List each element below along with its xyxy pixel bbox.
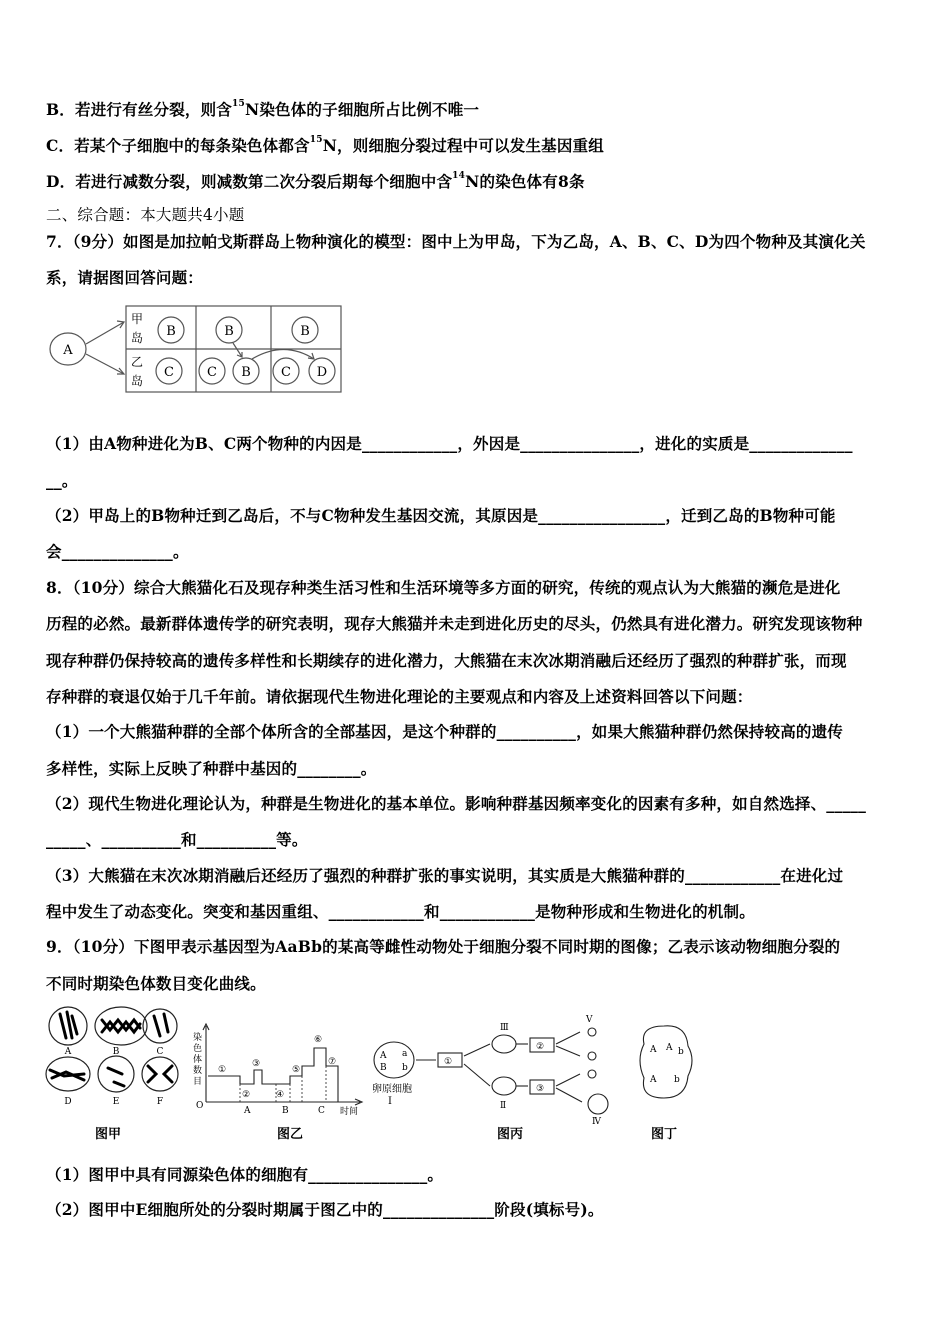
yi-seg-4: ④ [276, 1090, 285, 1100]
island-yi-1: 乙 [131, 355, 144, 369]
caption-yi: 图乙 [276, 1127, 304, 1142]
yi-seg-6: ⑥ [314, 1035, 323, 1045]
cell-label-f: F [156, 1097, 164, 1107]
bing-step-1: ① [444, 1057, 453, 1067]
q8-stem-1: 8．（10分）综合大熊猫化石及现存种类生活习性和生活环境等多方面的研究，传统的观点认为大熊猫的濒危是进化 [46, 578, 841, 597]
species-a: A [63, 343, 73, 358]
q9-part1: （1）图甲中具有同源染色体的细胞有_______________。 [46, 1165, 444, 1184]
ding-gene-4: A [650, 1075, 657, 1085]
yi-seg-2: ② [242, 1090, 251, 1100]
caption-ding: 图丁 [650, 1127, 678, 1142]
q9-stem-2: 不同时期染色体数目变化曲线。 [46, 974, 266, 993]
cell-e [98, 1056, 134, 1092]
yi-stage-c: C [318, 1106, 325, 1116]
bing-gene-a1: A [380, 1051, 387, 1061]
yi-stage-a: A [244, 1106, 251, 1116]
option-d-text-end: N的染色体有8条 [465, 172, 585, 191]
caption-bing: 图丙 [496, 1127, 524, 1142]
caption-jia: 图甲 [94, 1127, 122, 1142]
option-b-text: B．若进行有丝分裂，则含 [46, 100, 233, 119]
q7-part2-b: 会______________。 [46, 542, 189, 561]
q7-part1-a: （1）由A物种进化为B、C两个物种的内因是____________，外因是_______________，进化的实质是_____________ [46, 434, 853, 453]
section-heading: 二、综合题：本大题共4小题 [46, 206, 245, 224]
isotope-sup: 15 [309, 135, 323, 145]
cell-label-b: B [112, 1047, 120, 1057]
bing-cell-ii: Ⅱ [500, 1101, 507, 1111]
cell-label-c: C [156, 1047, 164, 1057]
bing-gene-b1: B [380, 1063, 387, 1073]
q8-stem-2: 历程的必然。最新群体遗传学的研究表明，现存大熊猫并未走到进化历史的尽头，仍然具有进化潜力。研究发现该物种 [46, 614, 863, 633]
yi-seg-5: ⑤ [292, 1065, 301, 1075]
bing-cell-name: 卵原细胞 [372, 1084, 412, 1095]
speciation-diagram [46, 302, 346, 398]
q7-part2-a: （2）甲岛上的B物种迁到乙岛后，不与C物种发生基因交流，其原因是________________，迁到乙岛的B物种可能 [46, 506, 836, 525]
species-d-yi: D [316, 365, 328, 380]
ding-gene-2: A [666, 1043, 673, 1053]
island-jia-2: 岛 [131, 331, 144, 345]
ding-gene-1: A [650, 1045, 657, 1055]
isotope-sup: 14 [452, 171, 466, 181]
bing-cell-num: Ⅰ [388, 1096, 392, 1107]
cell-f [142, 1057, 178, 1091]
species-c-yi-1: C [164, 365, 174, 380]
q7-part1-b: __。 [46, 471, 78, 490]
cell-division-figures [44, 1004, 704, 1146]
bing-gene-a2: a [402, 1049, 408, 1059]
q9-stem-1: 9．（10分）下图甲表示基因型为AaBb的某高等雌性动物处于细胞分裂不同时期的图像；乙表示该动物细胞分裂的 [46, 937, 841, 956]
island-jia-1: 甲 [131, 312, 144, 326]
bing-step-2: ② [536, 1042, 545, 1052]
bing-cell-iii: Ⅲ [500, 1023, 509, 1033]
cell-label-e: E [112, 1097, 120, 1107]
species-b-jia-1: B [166, 324, 176, 339]
yi-stage-b: B [282, 1106, 289, 1116]
q7-stem-2: 系，请据图回答问题： [46, 268, 204, 287]
option-b [46, 100, 908, 120]
bing-cell-iv: Ⅳ [592, 1117, 601, 1127]
bing-gene-b2: b [402, 1063, 408, 1073]
cell-c [143, 1009, 177, 1043]
island-yi-2: 岛 [131, 374, 144, 388]
q8-part2-b: _____、__________和__________等。 [46, 830, 308, 849]
q8-part1-b: 多样性，实际上反映了种群中基因的________。 [46, 759, 377, 778]
option-d-text: D．若进行减数分裂，则减数第二次分裂后期每个细胞中含 [46, 172, 453, 191]
species-c-yi-3: C [281, 365, 291, 380]
species-b-yi: B [241, 365, 251, 380]
species-b-jia-2: B [224, 324, 234, 339]
cell-label-a: A [64, 1047, 72, 1057]
yi-ylabel-1: 染 [193, 1033, 203, 1043]
species-c-yi-2: C [207, 365, 217, 380]
cell-label-d: D [64, 1097, 72, 1107]
yi-seg-3: ③ [252, 1059, 261, 1069]
q8-part3-b: 程中发生了动态变化。突变和基因重组、____________和____________是物种形成和生物进化的机制。 [46, 902, 755, 921]
yi-ylabel-3: 体 [193, 1055, 203, 1065]
q8-part1-a: （1）一个大熊猫种群的全部个体所含的全部基因，是这个种群的__________，如果大熊猫种群仍然保持较高的遗传 [46, 722, 843, 741]
option-d [46, 172, 908, 192]
yi-ylabel-2: 色 [193, 1044, 203, 1054]
yi-xlabel: 时间 [340, 1107, 359, 1117]
yi-origin: O [196, 1101, 204, 1111]
ding-gene-5: b [674, 1075, 680, 1085]
ding-gene-3: b [678, 1047, 684, 1057]
option-b-text-end: N染色体的子细胞所占比例不唯一 [244, 100, 480, 119]
yi-seg-7: ⑦ [328, 1057, 337, 1067]
yi-ylabel-5: 目 [193, 1077, 203, 1087]
q8-part3-a: （3）大熊猫在末次冰期消融后还经历了强烈的种群扩张的事实说明，其实质是大熊猫种群的____________在进化过 [46, 866, 844, 885]
bing-step-3: ③ [536, 1084, 545, 1094]
option-c [46, 136, 908, 156]
q9-part2: （2）图甲中E细胞所处的分裂时期属于图乙中的______________阶段(填标号)。 [46, 1200, 604, 1219]
q8-stem-3: 现存种群仍保持较高的遗传多样性和长期续存的进化潜力，大熊猫在末次冰期消融后还经历了强烈的种群扩张，而现 [46, 651, 847, 670]
bing-cell-v: Ⅴ [586, 1015, 593, 1025]
q7-stem-1: 7．（9分）如图是加拉帕戈斯群岛上物种演化的模型：图中上为甲岛，下为乙岛，A、B、C、D为四个物种及其演化关 [46, 232, 866, 251]
option-c-text: C．若某个子细胞中的每条染色体都含 [46, 136, 310, 155]
q8-part2-a: （2）现代生物进化理论认为，种群是生物进化的基本单位。影响种群基因频率变化的因素有多种，如自然选择、_____ [46, 794, 867, 813]
yi-seg-1: ① [218, 1065, 227, 1075]
isotope-sup: 15 [232, 99, 245, 109]
species-b-jia-3: B [300, 324, 310, 339]
q8-stem-4: 存种群的衰退仅始于几千年前。请依据现代生物进化理论的主要观点和内容及上述资料回答以下问题： [46, 687, 753, 706]
option-c-text-end: N，则细胞分裂过程中可以发生基因重组 [322, 136, 604, 155]
yi-ylabel-4: 数 [193, 1066, 203, 1076]
